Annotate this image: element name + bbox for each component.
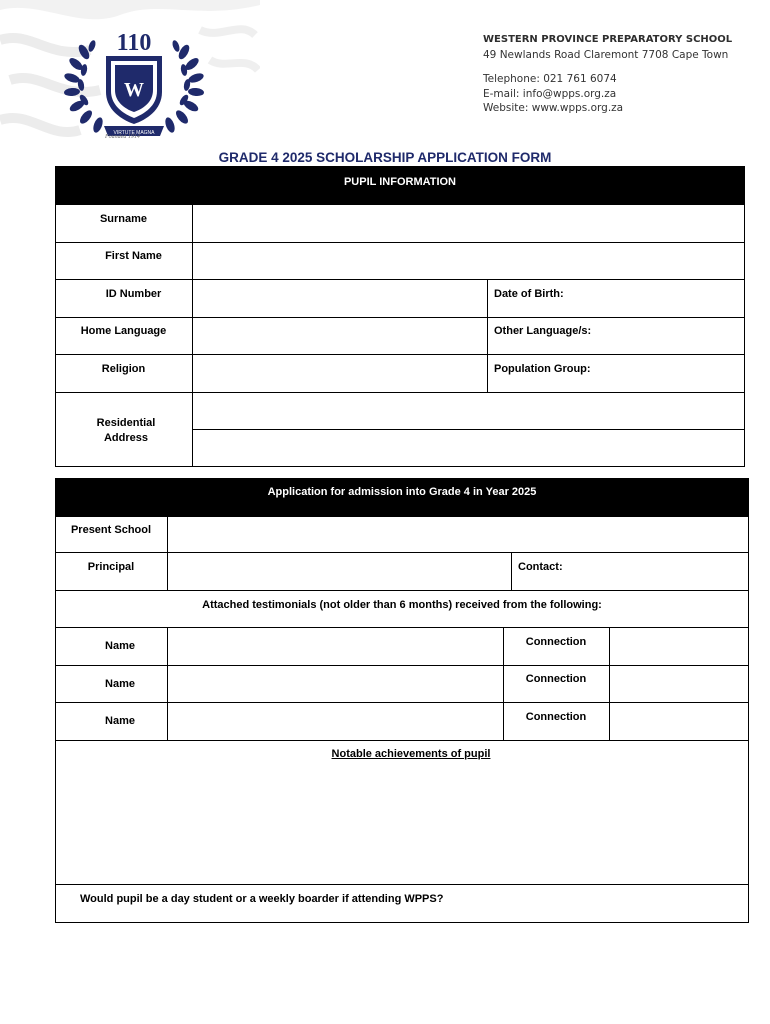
school-telephone: Telephone: 021 761 6074 [483, 73, 617, 86]
home-language-field[interactable] [193, 318, 487, 354]
present-school-label: Present School [70, 524, 152, 536]
contact-field[interactable] [512, 553, 748, 590]
referee-1-name-label: Name [105, 640, 135, 652]
referee-2-connection-field[interactable] [610, 666, 748, 702]
population-group-label: Population Group: [494, 363, 591, 375]
population-group-field[interactable] [488, 355, 744, 392]
contact-label: Contact: [518, 561, 563, 573]
principal-label: Principal [87, 561, 135, 573]
application-header: Application for admission into Grade 4 in Year 2025 [55, 478, 749, 516]
boarding-answer-field[interactable] [56, 910, 748, 922]
first-name-field[interactable] [193, 243, 744, 279]
first-name-label: First Name [105, 250, 162, 262]
religion-label: Religion [101, 363, 146, 375]
surname-label: Surname [99, 213, 148, 225]
referee-2-name-field[interactable] [168, 666, 503, 702]
referee-3-name-field[interactable] [168, 703, 503, 740]
referee-2-connection-label: Connection [525, 673, 587, 685]
residential-address-label: Residential Address [96, 417, 156, 444]
other-languages-label: Other Language/s: [494, 325, 592, 337]
other-languages-field[interactable] [488, 318, 744, 354]
residential-address-line1-field[interactable] [193, 393, 744, 429]
referee-1-connection-label: Connection [525, 636, 587, 648]
referee-1-connection-field[interactable] [610, 628, 748, 665]
religion-field[interactable] [193, 355, 487, 392]
principal-field[interactable] [168, 553, 511, 590]
achievements-field[interactable] [56, 766, 748, 884]
school-email: E-mail: info@wpps.org.za [483, 87, 617, 100]
form-title: GRADE 4 2025 SCHOLARSHIP APPLICATION FORM [218, 150, 552, 165]
boarding-question-label: Would pupil be a day student or a weekly boarder if attending WPPS? [80, 893, 444, 905]
residential-address-line2-field[interactable] [193, 430, 744, 466]
crest-subtitle: Founded 1914 [105, 134, 140, 140]
surname-field[interactable] [193, 205, 744, 242]
referee-1-name-field[interactable] [168, 628, 503, 665]
referee-3-name-label: Name [105, 715, 135, 727]
school-address: 49 Newlands Road Claremont 7708 Cape Town [483, 48, 729, 61]
pupil-information-header: PUPIL INFORMATION [55, 166, 745, 204]
home-language-label: Home Language [80, 325, 167, 337]
date-of-birth-field[interactable] [488, 280, 744, 317]
school-website: Website: www.wpps.org.za [483, 102, 624, 115]
id-number-label: ID Number [105, 288, 162, 300]
referee-3-connection-field[interactable] [610, 703, 748, 740]
school-crest-logo [62, 22, 206, 146]
testimonials-label: Attached testimonials (not older than 6 months) received from the following: [202, 599, 602, 611]
svg-text:W: W [124, 79, 144, 101]
school-contact-block [483, 33, 732, 116]
present-school-field[interactable] [168, 517, 748, 552]
svg-text:110: 110 [116, 30, 152, 56]
school-name: WESTERN PROVINCE PREPARATORY SCHOOL [483, 34, 733, 45]
id-number-field[interactable] [193, 280, 487, 317]
referee-2-name-label: Name [105, 678, 135, 690]
date-of-birth-label: Date of Birth: [494, 288, 564, 300]
referee-3-connection-label: Connection [525, 711, 587, 723]
svg-text:VIRTUTE MAGNA: VIRTUTE MAGNA [113, 130, 155, 136]
achievements-label: Notable achievements of pupil [331, 748, 491, 760]
